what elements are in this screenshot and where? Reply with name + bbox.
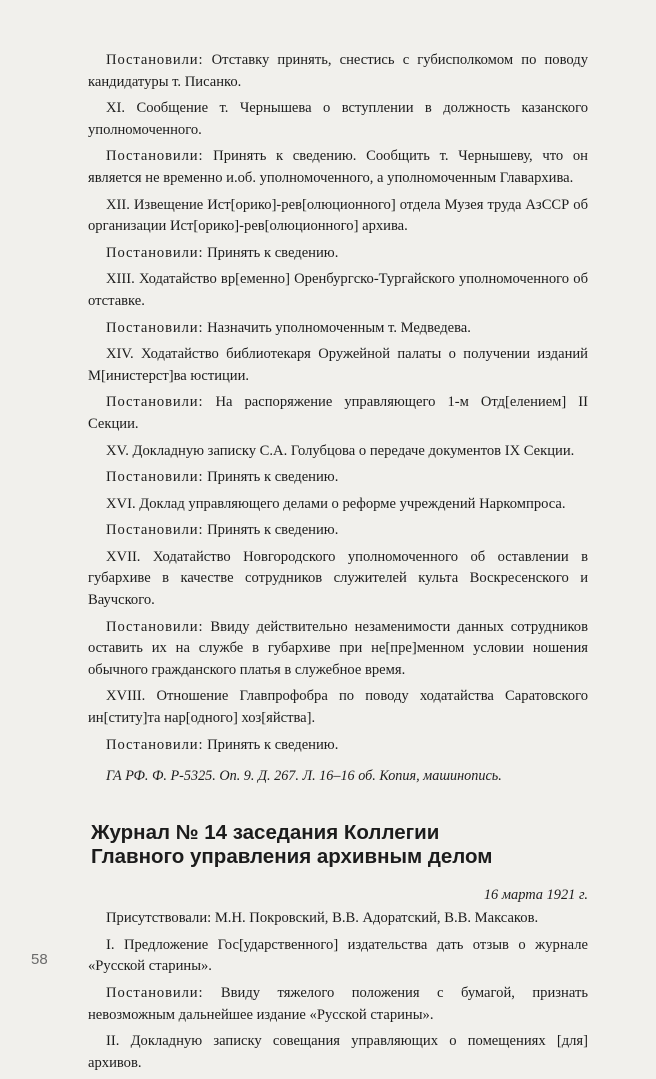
resolution-label: Постановили: — [106, 469, 204, 486]
resolution-paragraph — [88, 735, 588, 757]
agenda-item-paragraph — [88, 547, 588, 612]
agenda-item-paragraph — [88, 269, 588, 312]
journal-heading-line-2: Главного управления архивным делом — [91, 845, 493, 869]
paragraph-text: Отставку принять, снестись с губисполкомом по поводу кандидатуры т. Писанко. — [88, 52, 588, 90]
paragraph-text: XIV. Ходатайство библиотекаря Оружейной палаты о получении изданий М[инистерст]ва юстиции. — [88, 346, 588, 384]
paragraph-text: XI. Сообщение т. Чернышева о вступлении в должность казанского уполномоченного. — [88, 100, 588, 138]
paragraph-text: XII. Извещение Ист[орико]-рев[олюционного] отдела Музея труда АзССР об организации Ист[орико]-рев[олюционного] архива. — [88, 196, 588, 235]
paragraph-text: XVIII. Отношение Главпрофобра по поводу ходатайства Саратовского ин[ститу]та нар[одного] хоз[яйства]. — [88, 688, 588, 727]
resolution-paragraph — [88, 520, 588, 542]
resolution-paragraph — [88, 392, 588, 435]
agenda-item-paragraph — [88, 935, 588, 978]
resolution-label: Постановили: — [106, 319, 204, 336]
agenda-item-paragraph — [88, 98, 588, 141]
resolution-label: Постановили: — [106, 148, 204, 165]
paragraph-text: Принять к сведению. — [203, 736, 339, 753]
agenda-item-paragraph — [88, 686, 588, 729]
paragraph-text: На распоряжение управляющего 1-м Отд[елением] II Секции. — [88, 394, 588, 432]
agenda-item-paragraph — [88, 494, 588, 516]
paragraph-text: Присутствовали: М.Н. Покровский, В.В. Адоратский, В.В. Максаков. — [106, 910, 539, 927]
paragraph-text: I. Предложение Гос[ударственного] издательства дать отзыв о журнале «Русской старины». — [88, 936, 588, 975]
paragraph-text: Ввиду действительно незаменимости данных сотрудников оставить их на службе в губархиве при не[пре]менном условии ношения обычного гражданского платья в служебное время. — [88, 618, 588, 678]
paragraph-text: Принять к сведению. — [203, 244, 339, 261]
resolution-label: Постановили: — [106, 394, 204, 411]
journal-items-block — [88, 908, 588, 1074]
page-number: 58 — [31, 951, 48, 968]
minutes-items-block — [88, 50, 588, 756]
paragraph-text: XVII. Ходатайство Новгородского уполномоченного об оставлении в губархиве в качестве сотрудников служителей культа Воскресенского и Ваучского. — [88, 548, 588, 609]
resolution-label: Постановили: — [106, 244, 204, 261]
agenda-item-paragraph — [88, 195, 588, 238]
resolution-paragraph — [88, 318, 588, 340]
agenda-item-paragraph — [88, 1031, 588, 1074]
journal-heading-line-1: Журнал № 14 заседания Коллегии — [91, 821, 440, 845]
resolution-label: Постановили: — [106, 522, 204, 539]
resolution-paragraph — [88, 467, 588, 489]
paragraph-text: XIII. Ходатайство вр[еменно] Оренбургско-Тургайского уполномоченного об отставке. — [88, 271, 588, 309]
paragraph-text: Принять к сведению. — [203, 469, 339, 486]
resolution-label: Постановили: — [106, 618, 204, 635]
journal-heading — [91, 821, 588, 869]
resolution-paragraph — [88, 983, 588, 1026]
archive-source-citation: ГА РФ. Ф. Р-5325. Оп. 9. Д. 267. Л. 16–16 об. Копия, машинопись. — [106, 768, 502, 785]
resolution-paragraph — [88, 243, 588, 265]
resolution-paragraph — [88, 617, 588, 682]
paragraph-text: Принять к сведению. — [203, 522, 339, 539]
resolution-paragraph — [88, 146, 588, 189]
paragraph-text: Назначить уполномоченным т. Медведева. — [203, 319, 471, 336]
resolution-label: Постановили: — [106, 52, 204, 68]
agenda-item-paragraph — [88, 344, 588, 387]
journal-date: 16 марта 1921 г. — [483, 887, 588, 904]
page-content — [88, 50, 588, 1079]
agenda-item-paragraph — [88, 441, 588, 463]
paragraph-text: Ввиду тяжелого положения с бумагой, признать невозможным дальнейшее издание «Русской старины». — [88, 985, 588, 1023]
paragraph-text: XV. Докладную записку С.А. Голубцова о передаче документов IX Секции. — [106, 442, 575, 459]
paragraph-text: XVI. Доклад управляющего делами о реформе учреждений Наркомпроса. — [106, 495, 566, 512]
resolution-label: Постановили: — [106, 736, 204, 753]
resolution-label: Постановили: — [106, 985, 204, 1001]
resolution-paragraph — [88, 50, 588, 93]
agenda-item-paragraph — [88, 908, 588, 930]
paragraph-text: Принять к сведению. Сообщить т. Чернышеву, что он является не временно и.об. уполномоченного, а уполномоченным Главархива. — [88, 148, 588, 186]
paragraph-text: II. Докладную записку совещания управляющих о помещениях [для] архивов. — [88, 1033, 588, 1071]
